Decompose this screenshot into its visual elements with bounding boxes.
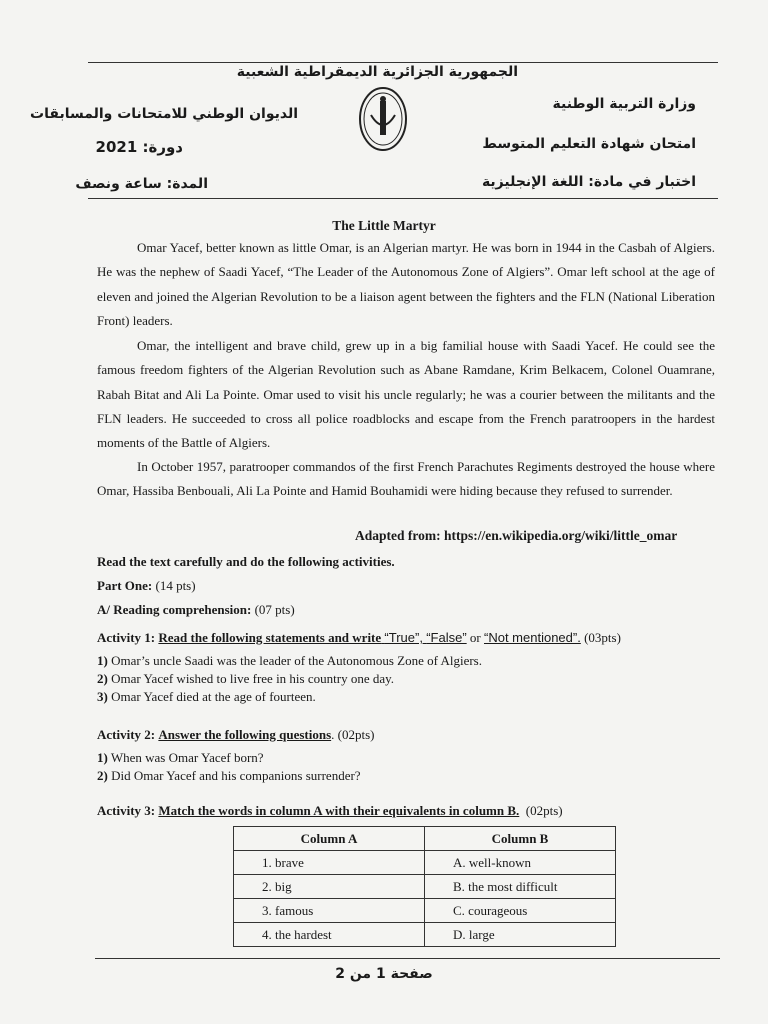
list-item: [97, 768, 361, 784]
part-one-label: Part One:: [97, 578, 153, 593]
table-row: [234, 899, 616, 923]
activity-1-instruction: [158, 630, 466, 645]
item-text: When was Omar Yacef born?: [110, 750, 264, 765]
item-text: Omar Yacef wished to live free in his country one day.: [111, 671, 395, 686]
option-not-mentioned: “Not mentioned”.: [484, 630, 581, 645]
list-item: [97, 671, 394, 687]
part-one-heading: [97, 578, 196, 594]
column-a-header: Column A: [234, 827, 425, 851]
item-number: 1): [97, 750, 108, 765]
option-false: “False”: [426, 630, 467, 645]
page-number: صفحة 1 من 2: [335, 966, 433, 982]
subject-name: اختبار في مادة: اللغة الإنجليزية: [481, 174, 696, 190]
item-number: 2): [97, 671, 108, 686]
column-b-cell: A. well-known: [425, 851, 616, 875]
activity-1-or: or: [469, 630, 481, 645]
column-a-cell: 2. big: [234, 875, 425, 899]
exam-duration: المدة: ساعة ونصف: [75, 176, 208, 192]
header-top-rule: [88, 62, 718, 63]
list-item: [97, 653, 482, 669]
column-a-cell: 1. brave: [234, 851, 425, 875]
table-row: [234, 923, 616, 947]
activity-2-heading: [97, 727, 374, 743]
part-one-points: (14 pts): [155, 578, 196, 593]
republic-title: الجمهورية الجزائرية الديمقراطية الشعبية: [236, 64, 518, 80]
activity-1-heading: [97, 630, 621, 646]
paragraph-3: In October 1957, paratrooper commandos of the first French Parachutes Regiments destroyed the house where Omar, Hassiba Benbouali, Ali La Pointe and Hamid Bouhamidi were hiding because they refused to surrender.: [97, 459, 715, 499]
activity-3-points: (02pts): [525, 803, 563, 818]
section-a-label: A/ Reading comprehension:: [97, 602, 252, 617]
column-b-cell: C. courageous: [425, 899, 616, 923]
table-header-row: [234, 827, 616, 851]
activity-1-instruction-text: Read the following statements and write: [158, 630, 382, 645]
activity-3-label: Activity 3:: [97, 803, 156, 818]
section-a-points: (07 pts): [254, 602, 295, 617]
matching-table: [233, 826, 616, 947]
column-b-cell: D. large: [425, 923, 616, 947]
session-year: دورة: 2021: [95, 138, 183, 156]
list-item: [97, 689, 316, 705]
item-text: Omar Yacef died at the age of fourteen.: [111, 689, 316, 704]
national-seal-icon: [357, 85, 409, 153]
column-a-cell: 3. famous: [234, 899, 425, 923]
activity-3-instruction: Match the words in column A with their equivalents in column B.: [158, 803, 520, 818]
activity-1-label: Activity 1:: [97, 630, 156, 645]
section-a-heading: [97, 602, 295, 618]
ministry-name: وزارة التربية الوطنية: [552, 96, 696, 112]
activity-1-points: (03pts): [584, 630, 621, 645]
item-number: 2): [97, 768, 108, 783]
text-title: The Little Martyr: [332, 218, 436, 233]
office-name: الديوان الوطني للامتحانات والمسابقات: [30, 106, 298, 122]
exam-name: امتحان شهادة التعليم المتوسط: [482, 136, 696, 152]
text-source: Adapted from: https://en.wikipedia.org/wiki/little_omar: [355, 528, 678, 543]
item-number: 1): [97, 653, 108, 668]
paragraph-1: Omar Yacef, better known as little Omar, is an Algerian martyr. He was born in 1944 in the Casbah of Algiers. He was the nephew of Saadi Yacef, “The Leader of the Autonomous Zone of Algiers”. Omar left school at the age of eleven and joined the Algerian Revolution to be a liaison agent between the fighters and the FLN (National Liberation Front) leaders.: [97, 240, 715, 328]
item-text: Omar’s uncle Saadi was the leader of the Autonomous Zone of Algiers.: [111, 653, 482, 668]
list-item: [97, 750, 264, 766]
activity-2-label: Activity 2:: [97, 727, 156, 742]
header-bottom-rule: [88, 198, 718, 199]
activity-2-instruction: Answer the following questions: [158, 727, 332, 742]
activity-2-points: . (02pts): [331, 727, 375, 742]
footer-rule: [95, 958, 720, 959]
paragraph-2: Omar, the intelligent and brave child, grew up in a big familial house with Saadi Yacef. He could see the famous freedom fighters of the Algerian Revolution such as Abane Ramdane, Krim Belkacem, Colonel Ouamrane, Rabah Bitat and Ali La Pointe. Omar used to visit his uncle regularly; he was a courier between the militants and the FLN leaders. He succeeded to cross all police roadblocks and escape from the French paratroopers in the hardest moments of the Battle of Algiers.: [97, 338, 715, 451]
table-row: [234, 875, 616, 899]
activity-3-heading: [97, 803, 563, 819]
item-text: Did Omar Yacef and his companions surrender?: [111, 768, 361, 783]
column-a-cell: 4. the hardest: [234, 923, 425, 947]
column-b-header: Column B: [425, 827, 616, 851]
column-b-cell: B. the most difficult: [425, 875, 616, 899]
table-row: [234, 851, 616, 875]
option-true: “True”,: [384, 630, 423, 645]
instructions-read: Read the text carefully and do the following activities.: [97, 554, 395, 569]
item-number: 3): [97, 689, 108, 704]
